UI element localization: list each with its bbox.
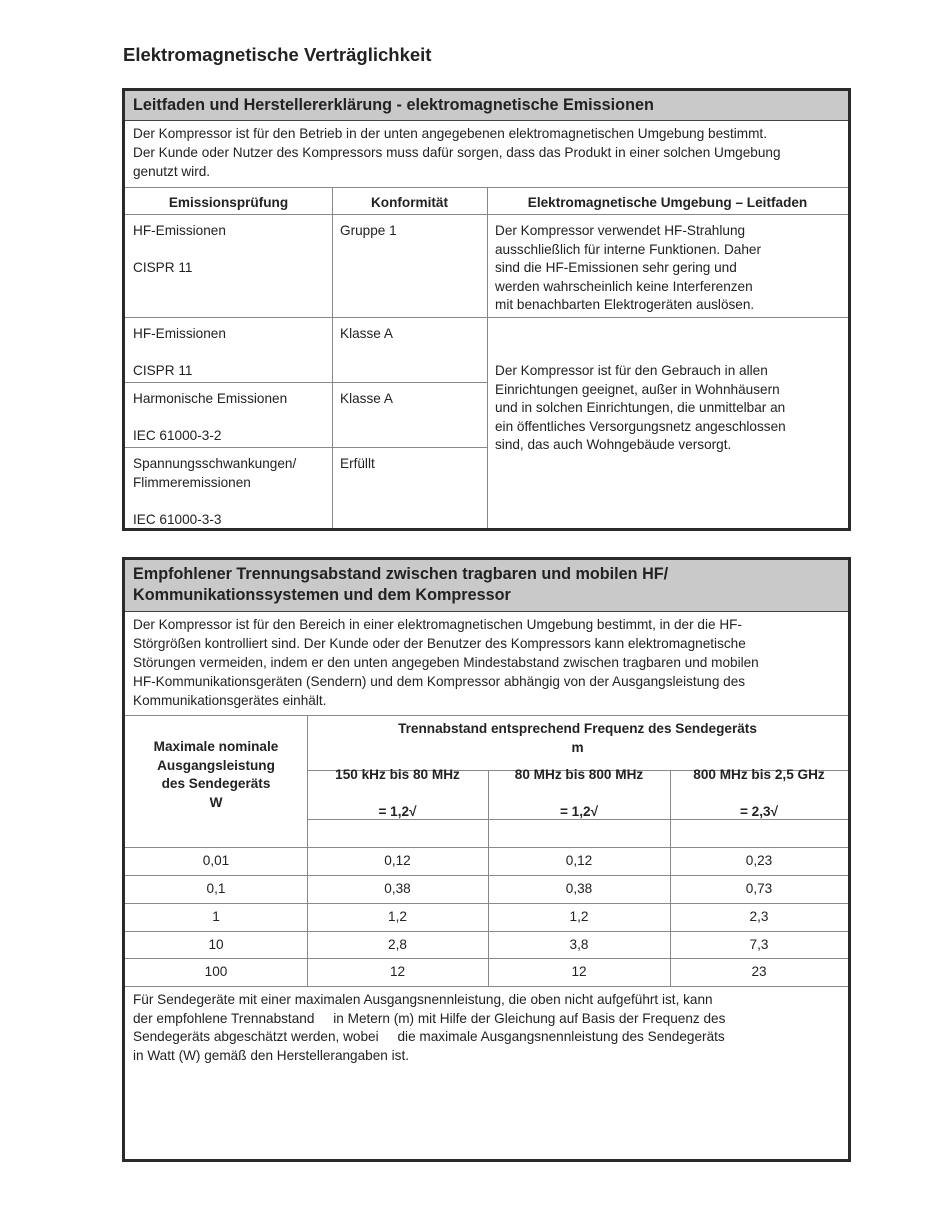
- guidance-text: Der Kompressor verwendet HF-Strahlung ausschließlich für interne Funktionen. Daher sind die HF-Emissionen sehr gering und werden wahrscheinlich keine Interferenzen mit benachbarten Elektrogeräten auslösen.: [495, 223, 761, 313]
- table-row: [125, 321, 332, 385]
- intro-line: Der Kompressor ist für den Betrieb in der unten angegebenen elektromagnetischen Umgebung bestimmt.: [133, 126, 767, 141]
- conformity-value: Klasse A: [340, 326, 393, 341]
- test-name: Flimmeremissionen: [133, 474, 251, 490]
- table-cell: 1,2: [569, 909, 589, 924]
- intro-line: genutzt wird.: [133, 164, 211, 179]
- table-cell: 0,38: [384, 881, 411, 896]
- test-standard: IEC 61000-3-2: [133, 428, 222, 444]
- col-header-guidance: Elektromagnetische Umgebung – Leitfaden: [527, 195, 808, 210]
- table-cell: 12: [389, 964, 406, 979]
- table-cell: 2,8: [388, 937, 407, 952]
- table-cell: 0,1: [206, 881, 226, 896]
- table-cell: 23: [751, 964, 767, 979]
- table-cell: 100: [204, 964, 228, 979]
- test-name: Harmonische Emissionen: [133, 391, 288, 406]
- page-title: Elektromagnetische Verträglichkeit: [123, 44, 432, 65]
- table-cell: 0,38: [565, 881, 593, 896]
- table-cell: 10: [208, 937, 224, 952]
- table-cell: 0,12: [384, 853, 411, 868]
- table-row: [125, 386, 332, 450]
- conformity-value: Gruppe 1: [340, 223, 397, 238]
- table-row: [125, 218, 332, 282]
- intro-line: Störungen vermeiden, indem er den unten angegeben Mindestabstand zwischen tragbaren und mobilen: [133, 655, 759, 670]
- emissions-intro: [125, 121, 848, 188]
- band-header: 150 kHz bis 80 MHz = 1,2√: [335, 767, 460, 820]
- test-name: HF-Emissionen: [133, 326, 226, 341]
- table-cell: 0,23: [745, 853, 773, 868]
- col-header-conformity: Konformität: [370, 195, 449, 210]
- intro-line: Kommunikationsgerätes einhält.: [133, 693, 327, 708]
- separation-box: [122, 557, 851, 1162]
- table-cell: 1: [212, 909, 220, 924]
- emissions-header: Leitfaden und Herstellererklärung - elektromagnetische Emissionen: [125, 91, 848, 121]
- table-cell: 0,12: [565, 853, 593, 868]
- separation-header: Empfohlener Trennungsabstand zwischen tragbaren und mobilen HF/ Kommunikationssystemen und dem Kompressor: [125, 560, 848, 612]
- table-cell: 3,8: [569, 937, 589, 952]
- test-standard: CISPR 11: [133, 363, 193, 379]
- band-header: 80 MHz bis 800 MHz = 1,2√: [514, 767, 644, 820]
- table-cell: 12: [571, 964, 587, 979]
- test-name: HF-Emissionen: [133, 223, 226, 238]
- emissions-box: [122, 88, 851, 531]
- power-column-header: Maximale nominale Ausgangsleistung des Sendegeräts W: [153, 739, 279, 810]
- footnote: Für Sendegeräte mit einer maximalen Ausgangsnennleistung, die oben nicht aufgeführt ist, kann der empfohlene Trennabstand in Metern (m) mit Hilfe der Gleichung auf Basis der Frequenz des Sendegeräts abgeschätzt werden, wobei die maximale Ausgangsnennleistung des Sendegeräts in Watt (W) gemäß den Herstellerangaben ist.: [133, 992, 726, 1063]
- table-cell: 1,2: [388, 909, 407, 924]
- table-cell: 7,3: [749, 937, 769, 952]
- table-cell: 0,01: [202, 853, 230, 868]
- test-standard: IEC 61000-3-3: [133, 511, 222, 527]
- separation-table: [125, 716, 848, 1159]
- intro-line: Störgrößen kontrolliert sind. Der Kunde oder der Benutzer des Kompressors kann elektromagnetische: [133, 636, 746, 651]
- col-header-test: Emissionsprüfung: [168, 195, 289, 210]
- table-row: [125, 451, 332, 533]
- table-cell: 0,73: [745, 881, 773, 896]
- test-name: Spannungsschwankungen/: [133, 456, 297, 471]
- intro-line: Der Kompressor ist für den Bereich in einer elektromagnetischen Umgebung bestimmt, in der die HF-: [133, 617, 742, 632]
- emissions-table: [125, 188, 848, 528]
- conformity-value: Erfüllt: [340, 456, 375, 471]
- separation-intro: [125, 612, 848, 716]
- intro-line: HF-Kommunikationsgeräten (Sendern) und dem Kompressor abhängig von der Ausgangsleistung des: [133, 674, 746, 689]
- guidance-text: Der Kompressor ist für den Gebrauch in allen Einrichtungen geeignet, außer in Wohnhäusern und in solchen Einrichtungen, die unmittelbar an ein öffentliches Versorgungsnetz angeschlossen sind, das auch Wohngebäude versorgt.: [495, 363, 786, 453]
- conformity-value: Klasse A: [340, 391, 393, 406]
- table-cell: 2,3: [749, 909, 769, 924]
- band-header: 800 MHz bis 2,5 GHz = 2,3√: [693, 767, 825, 820]
- intro-line: Der Kunde oder Nutzer des Kompressors muss dafür sorgen, dass das Produkt in einer solchen Umgebung: [133, 145, 781, 160]
- test-standard: CISPR 11: [133, 260, 193, 276]
- distance-column-header: Trennabstand entsprechend Frequenz des Sendegeräts m: [398, 721, 757, 755]
